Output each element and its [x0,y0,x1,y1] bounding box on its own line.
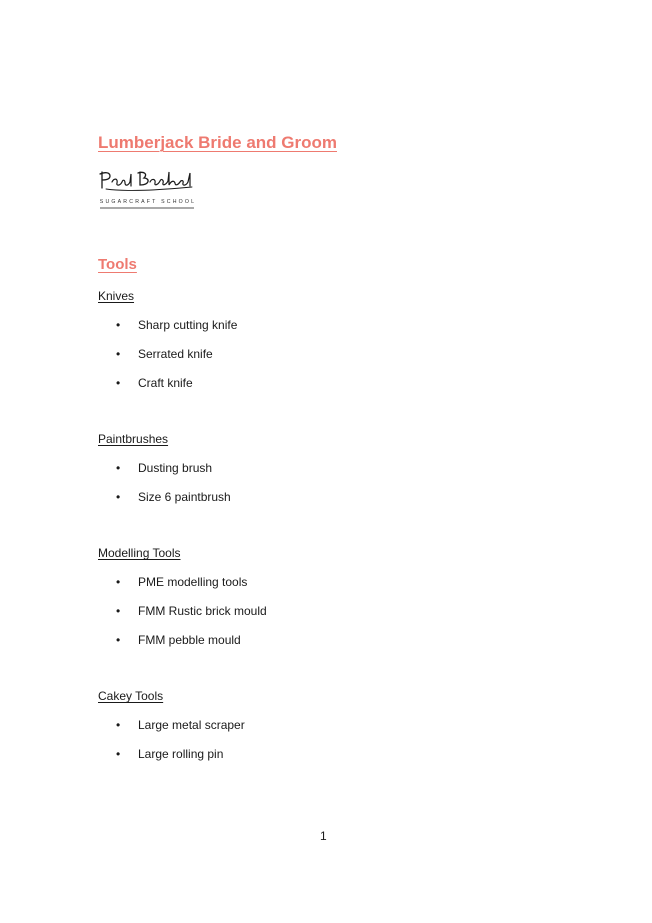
list-item-label: FMM Rustic brick mould [138,604,267,618]
bullet: • [116,633,121,647]
page-number: 1 [320,829,327,843]
bullet: • [116,490,121,504]
list-item-label: Sharp cutting knife [138,318,238,332]
bullet: • [116,347,121,361]
bullet: • [116,718,121,732]
list-item-label: Size 6 paintbrush [138,490,231,504]
paul-bradford-logo [98,168,198,210]
list-item-label: Large metal scraper [138,718,245,732]
bullet: • [116,747,121,761]
logo-tagline: SUGARCRAFT SCHOOL [99,199,197,205]
group-heading-cakey-tools: Cakey Tools [98,689,164,703]
bullet: • [116,575,121,589]
list-item-label: FMM pebble mould [138,633,241,647]
list-item-label: Large rolling pin [138,747,224,761]
section-heading-tools: Tools [98,256,137,273]
bullet: • [116,604,121,618]
group-heading-knives: Knives [98,289,135,303]
bullet: • [116,461,121,475]
group-heading-modelling-tools: Modelling Tools [98,546,181,560]
list-item-label: Dusting brush [138,461,213,475]
group-heading-paintbrushes: Paintbrushes [98,432,169,446]
list-item-label: PME modelling tools [138,575,248,589]
bullet: • [116,376,121,390]
bullet: • [116,318,121,332]
page-title: Lumberjack Bride and Groom [98,133,337,152]
list-item-label: Serrated knife [138,347,213,361]
signature-logo-icon [98,168,198,210]
list-item-label: Craft knife [138,376,193,390]
